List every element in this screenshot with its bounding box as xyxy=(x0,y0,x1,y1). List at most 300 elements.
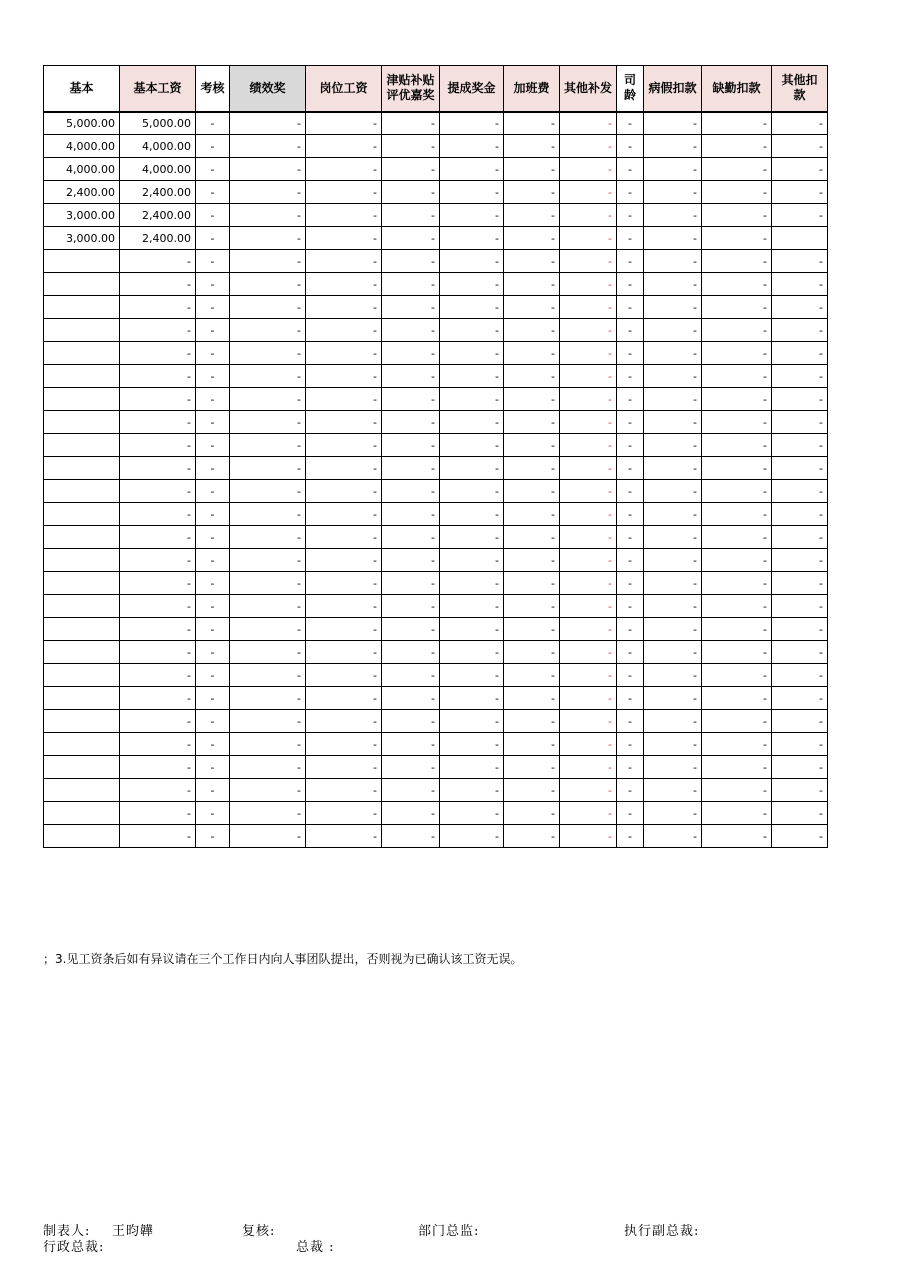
table-cell[interactable]: - xyxy=(702,434,772,457)
table-cell[interactable]: - xyxy=(772,296,828,319)
table-cell[interactable]: - xyxy=(196,204,230,227)
table-cell[interactable]: - xyxy=(382,733,440,756)
table-cell[interactable]: - xyxy=(196,411,230,434)
table-cell[interactable]: - xyxy=(306,802,382,825)
table-cell[interactable]: - xyxy=(772,595,828,618)
table-cell[interactable]: - xyxy=(306,503,382,526)
table-cell[interactable]: - xyxy=(306,526,382,549)
table-cell[interactable]: - xyxy=(440,595,504,618)
table-cell[interactable]: - xyxy=(702,135,772,158)
table-cell[interactable]: - xyxy=(504,296,560,319)
table-cell[interactable]: - xyxy=(702,457,772,480)
table-cell[interactable]: - xyxy=(440,664,504,687)
table-cell[interactable] xyxy=(44,572,120,595)
table-cell[interactable]: - xyxy=(382,595,440,618)
table-cell[interactable]: - xyxy=(617,365,644,388)
table-cell[interactable]: - xyxy=(504,641,560,664)
table-cell[interactable]: - xyxy=(196,296,230,319)
table-cell[interactable]: - xyxy=(702,112,772,135)
table-cell[interactable]: - xyxy=(120,503,196,526)
table-cell[interactable]: - xyxy=(504,779,560,802)
table-cell[interactable]: - xyxy=(382,135,440,158)
table-cell[interactable]: - xyxy=(617,526,644,549)
table-cell[interactable]: - xyxy=(230,641,306,664)
table-cell[interactable]: - xyxy=(382,296,440,319)
table-cell[interactable]: - xyxy=(196,227,230,250)
table-cell[interactable]: - xyxy=(617,112,644,135)
table-cell[interactable]: - xyxy=(120,434,196,457)
table-cell[interactable]: - xyxy=(120,618,196,641)
table-cell[interactable]: - xyxy=(440,710,504,733)
table-cell[interactable]: - xyxy=(504,273,560,296)
table-cell[interactable]: - xyxy=(702,710,772,733)
table-cell[interactable]: - xyxy=(440,296,504,319)
table-cell[interactable] xyxy=(44,457,120,480)
table-cell[interactable]: - xyxy=(440,411,504,434)
table-cell[interactable]: - xyxy=(120,319,196,342)
table-cell[interactable]: - xyxy=(617,572,644,595)
table-cell[interactable]: - xyxy=(306,825,382,848)
table-cell[interactable]: - xyxy=(772,641,828,664)
table-cell[interactable]: - xyxy=(230,411,306,434)
table-cell[interactable]: - xyxy=(617,618,644,641)
table-cell[interactable]: - xyxy=(196,388,230,411)
table-cell[interactable] xyxy=(44,411,120,434)
table-cell[interactable]: - xyxy=(617,687,644,710)
table-cell[interactable]: - xyxy=(504,733,560,756)
table-cell[interactable]: - xyxy=(617,779,644,802)
table-cell[interactable]: - xyxy=(560,296,617,319)
table-cell[interactable]: - xyxy=(617,181,644,204)
table-cell[interactable]: - xyxy=(382,204,440,227)
table-cell[interactable]: - xyxy=(702,687,772,710)
table-cell[interactable]: - xyxy=(504,710,560,733)
table-cell[interactable]: - xyxy=(230,825,306,848)
table-cell[interactable]: - xyxy=(440,158,504,181)
table-cell[interactable]: - xyxy=(196,181,230,204)
table-cell[interactable]: - xyxy=(702,480,772,503)
table-cell[interactable]: - xyxy=(702,503,772,526)
table-cell[interactable]: - xyxy=(382,411,440,434)
table-cell[interactable]: - xyxy=(702,250,772,273)
table-cell[interactable]: - xyxy=(230,503,306,526)
table-cell[interactable]: - xyxy=(644,802,702,825)
table-cell[interactable]: - xyxy=(560,388,617,411)
table-cell[interactable]: - xyxy=(306,342,382,365)
table-cell[interactable]: - xyxy=(560,135,617,158)
table-cell[interactable] xyxy=(44,526,120,549)
table-cell[interactable]: - xyxy=(617,480,644,503)
table-cell[interactable]: - xyxy=(382,526,440,549)
table-cell[interactable]: - xyxy=(230,204,306,227)
table-cell[interactable]: - xyxy=(504,756,560,779)
table-cell[interactable]: - xyxy=(196,641,230,664)
table-cell[interactable]: - xyxy=(196,595,230,618)
table-cell[interactable] xyxy=(44,825,120,848)
table-cell[interactable]: - xyxy=(306,158,382,181)
table-cell[interactable]: - xyxy=(306,572,382,595)
table-cell[interactable] xyxy=(44,641,120,664)
table-cell[interactable]: 5,000.00 xyxy=(44,112,120,135)
table-cell[interactable]: - xyxy=(504,227,560,250)
table-cell[interactable]: - xyxy=(120,457,196,480)
table-cell[interactable]: - xyxy=(504,434,560,457)
table-cell[interactable]: - xyxy=(196,365,230,388)
table-cell[interactable]: - xyxy=(617,319,644,342)
table-cell[interactable]: - xyxy=(306,641,382,664)
table-cell[interactable]: - xyxy=(644,158,702,181)
table-cell[interactable]: - xyxy=(617,434,644,457)
table-cell[interactable]: - xyxy=(772,618,828,641)
table-cell[interactable]: - xyxy=(382,549,440,572)
table-cell[interactable]: - xyxy=(440,503,504,526)
table-cell[interactable]: - xyxy=(230,595,306,618)
table-cell[interactable]: - xyxy=(196,710,230,733)
table-cell[interactable]: - xyxy=(617,641,644,664)
table-cell[interactable]: - xyxy=(702,618,772,641)
table-cell[interactable]: - xyxy=(440,204,504,227)
table-cell[interactable]: - xyxy=(617,135,644,158)
table-cell[interactable]: - xyxy=(306,480,382,503)
table-cell[interactable]: - xyxy=(440,641,504,664)
table-cell[interactable]: - xyxy=(120,687,196,710)
table-cell[interactable]: - xyxy=(230,756,306,779)
table-cell[interactable]: - xyxy=(560,204,617,227)
table-cell[interactable]: - xyxy=(617,158,644,181)
table-cell[interactable]: - xyxy=(772,710,828,733)
table-cell[interactable]: - xyxy=(196,112,230,135)
table-cell[interactable]: - xyxy=(120,526,196,549)
table-cell[interactable]: - xyxy=(440,733,504,756)
table-cell[interactable]: - xyxy=(306,250,382,273)
table-cell[interactable]: - xyxy=(306,296,382,319)
table-cell[interactable]: - xyxy=(504,158,560,181)
table-cell[interactable]: - xyxy=(644,365,702,388)
table-cell[interactable]: - xyxy=(230,273,306,296)
table-cell[interactable]: - xyxy=(560,434,617,457)
table-cell[interactable]: - xyxy=(560,112,617,135)
table-cell[interactable]: - xyxy=(230,687,306,710)
table-cell[interactable]: - xyxy=(382,181,440,204)
table-cell[interactable]: - xyxy=(617,549,644,572)
table-cell[interactable]: - xyxy=(382,572,440,595)
table-cell[interactable]: - xyxy=(196,802,230,825)
table-cell[interactable]: - xyxy=(306,549,382,572)
table-cell[interactable]: - xyxy=(560,710,617,733)
table-cell[interactable]: - xyxy=(617,204,644,227)
table-cell[interactable]: - xyxy=(560,572,617,595)
table-cell[interactable]: - xyxy=(306,457,382,480)
table-cell[interactable]: - xyxy=(120,641,196,664)
table-cell[interactable]: - xyxy=(230,526,306,549)
table-cell[interactable]: - xyxy=(306,779,382,802)
table-cell[interactable]: - xyxy=(120,411,196,434)
table-cell[interactable]: - xyxy=(196,319,230,342)
table-cell[interactable]: - xyxy=(504,687,560,710)
table-cell[interactable]: - xyxy=(772,319,828,342)
table-cell[interactable] xyxy=(44,549,120,572)
table-cell[interactable] xyxy=(44,710,120,733)
table-cell[interactable]: - xyxy=(560,526,617,549)
table-cell[interactable]: - xyxy=(617,664,644,687)
table-cell[interactable]: - xyxy=(772,779,828,802)
table-cell[interactable]: - xyxy=(440,388,504,411)
table-cell[interactable]: - xyxy=(306,618,382,641)
table-cell[interactable]: - xyxy=(230,181,306,204)
table-cell[interactable] xyxy=(44,319,120,342)
table-cell[interactable]: - xyxy=(504,112,560,135)
table-cell[interactable]: - xyxy=(644,549,702,572)
table-cell[interactable]: - xyxy=(306,204,382,227)
table-cell[interactable]: - xyxy=(644,733,702,756)
table-cell[interactable]: - xyxy=(772,342,828,365)
table-cell[interactable]: - xyxy=(560,503,617,526)
table-cell[interactable]: - xyxy=(440,526,504,549)
table-cell[interactable]: - xyxy=(196,825,230,848)
table-cell[interactable]: - xyxy=(644,618,702,641)
table-cell[interactable]: - xyxy=(702,572,772,595)
table-cell[interactable]: - xyxy=(504,526,560,549)
table-cell[interactable]: - xyxy=(702,181,772,204)
table-cell[interactable]: - xyxy=(382,503,440,526)
table-cell[interactable]: - xyxy=(560,641,617,664)
table-cell[interactable]: - xyxy=(702,319,772,342)
table-cell[interactable]: - xyxy=(617,733,644,756)
table-cell[interactable]: 2,400.00 xyxy=(120,227,196,250)
table-cell[interactable] xyxy=(44,273,120,296)
table-cell[interactable]: - xyxy=(617,296,644,319)
table-cell[interactable]: - xyxy=(440,480,504,503)
table-cell[interactable]: - xyxy=(196,618,230,641)
table-cell[interactable]: - xyxy=(772,572,828,595)
table-cell[interactable]: - xyxy=(440,135,504,158)
table-cell[interactable]: - xyxy=(772,112,828,135)
table-cell[interactable] xyxy=(44,595,120,618)
table-cell[interactable]: - xyxy=(772,434,828,457)
table-cell[interactable]: - xyxy=(702,802,772,825)
table-cell[interactable]: - xyxy=(560,825,617,848)
table-cell[interactable]: - xyxy=(382,664,440,687)
table-cell[interactable]: - xyxy=(644,756,702,779)
table-cell[interactable]: - xyxy=(440,250,504,273)
table-cell[interactable]: - xyxy=(306,365,382,388)
table-cell[interactable]: - xyxy=(702,756,772,779)
table-cell[interactable]: - xyxy=(120,388,196,411)
table-cell[interactable]: - xyxy=(702,273,772,296)
table-cell[interactable]: - xyxy=(644,503,702,526)
table-cell[interactable]: 5,000.00 xyxy=(120,112,196,135)
table-cell[interactable]: - xyxy=(702,641,772,664)
table-cell[interactable]: - xyxy=(440,227,504,250)
table-cell[interactable]: - xyxy=(617,710,644,733)
table-cell[interactable]: - xyxy=(382,641,440,664)
table-cell[interactable]: - xyxy=(560,411,617,434)
table-cell[interactable]: - xyxy=(702,526,772,549)
table-cell[interactable]: - xyxy=(560,273,617,296)
table-cell[interactable]: - xyxy=(702,733,772,756)
table-cell[interactable]: - xyxy=(306,411,382,434)
table-cell[interactable]: - xyxy=(230,480,306,503)
table-cell[interactable]: - xyxy=(382,618,440,641)
table-cell[interactable]: - xyxy=(504,618,560,641)
table-cell[interactable]: - xyxy=(230,457,306,480)
table-cell[interactable]: - xyxy=(772,480,828,503)
table-cell[interactable] xyxy=(44,687,120,710)
table-cell[interactable]: - xyxy=(772,158,828,181)
table-cell[interactable]: - xyxy=(772,388,828,411)
table-cell[interactable]: - xyxy=(382,802,440,825)
table-cell[interactable] xyxy=(772,227,828,250)
table-cell[interactable]: - xyxy=(644,572,702,595)
table-cell[interactable]: - xyxy=(772,181,828,204)
table-cell[interactable]: - xyxy=(560,480,617,503)
table-cell[interactable]: - xyxy=(196,342,230,365)
table-cell[interactable]: - xyxy=(230,296,306,319)
table-cell[interactable]: - xyxy=(230,434,306,457)
table-cell[interactable]: - xyxy=(120,710,196,733)
table-cell[interactable] xyxy=(44,480,120,503)
table-cell[interactable]: - xyxy=(772,664,828,687)
table-cell[interactable]: - xyxy=(617,411,644,434)
table-cell[interactable]: - xyxy=(504,181,560,204)
table-cell[interactable]: - xyxy=(306,227,382,250)
table-cell[interactable]: - xyxy=(702,779,772,802)
table-cell[interactable]: - xyxy=(440,572,504,595)
table-cell[interactable]: - xyxy=(440,549,504,572)
table-cell[interactable]: - xyxy=(772,273,828,296)
table-cell[interactable]: - xyxy=(504,503,560,526)
table-cell[interactable]: 3,000.00 xyxy=(44,227,120,250)
table-cell[interactable]: - xyxy=(504,549,560,572)
table-cell[interactable]: - xyxy=(382,388,440,411)
table-cell[interactable] xyxy=(44,756,120,779)
table-cell[interactable]: - xyxy=(382,779,440,802)
table-cell[interactable]: - xyxy=(306,135,382,158)
table-cell[interactable]: - xyxy=(440,825,504,848)
table-cell[interactable]: - xyxy=(772,135,828,158)
table-cell[interactable]: - xyxy=(560,595,617,618)
table-cell[interactable]: - xyxy=(440,273,504,296)
table-cell[interactable]: - xyxy=(617,825,644,848)
table-cell[interactable]: - xyxy=(306,756,382,779)
table-cell[interactable]: - xyxy=(230,664,306,687)
table-cell[interactable]: - xyxy=(382,710,440,733)
table-cell[interactable]: - xyxy=(772,250,828,273)
table-cell[interactable]: - xyxy=(772,687,828,710)
table-cell[interactable]: - xyxy=(560,319,617,342)
table-cell[interactable]: - xyxy=(196,733,230,756)
table-cell[interactable]: - xyxy=(196,434,230,457)
table-cell[interactable] xyxy=(44,733,120,756)
table-cell[interactable]: - xyxy=(617,273,644,296)
table-cell[interactable]: - xyxy=(306,112,382,135)
table-cell[interactable]: - xyxy=(560,687,617,710)
table-cell[interactable]: - xyxy=(772,457,828,480)
table-cell[interactable]: - xyxy=(306,710,382,733)
table-cell[interactable]: - xyxy=(196,273,230,296)
table-cell[interactable]: - xyxy=(560,802,617,825)
table-cell[interactable]: - xyxy=(120,549,196,572)
table-cell[interactable]: - xyxy=(560,365,617,388)
table-cell[interactable]: - xyxy=(306,595,382,618)
table-cell[interactable]: - xyxy=(120,572,196,595)
table-cell[interactable]: - xyxy=(230,549,306,572)
table-cell[interactable]: - xyxy=(382,342,440,365)
table-cell[interactable]: - xyxy=(504,572,560,595)
table-cell[interactable]: - xyxy=(120,595,196,618)
table-cell[interactable]: - xyxy=(702,388,772,411)
table-cell[interactable]: 4,000.00 xyxy=(120,158,196,181)
table-cell[interactable]: - xyxy=(560,227,617,250)
table-cell[interactable]: 2,400.00 xyxy=(120,181,196,204)
table-cell[interactable]: - xyxy=(196,457,230,480)
table-cell[interactable]: - xyxy=(382,756,440,779)
table-cell[interactable]: - xyxy=(382,227,440,250)
table-cell[interactable]: - xyxy=(440,365,504,388)
table-cell[interactable]: - xyxy=(120,756,196,779)
table-cell[interactable]: - xyxy=(702,342,772,365)
table-cell[interactable]: - xyxy=(560,250,617,273)
table-cell[interactable]: - xyxy=(702,664,772,687)
table-cell[interactable]: - xyxy=(644,457,702,480)
table-cell[interactable]: - xyxy=(196,250,230,273)
table-cell[interactable]: - xyxy=(644,687,702,710)
table-cell[interactable]: - xyxy=(306,319,382,342)
table-cell[interactable]: - xyxy=(230,112,306,135)
table-cell[interactable]: - xyxy=(702,595,772,618)
table-cell[interactable]: - xyxy=(560,457,617,480)
table-cell[interactable]: - xyxy=(306,434,382,457)
table-cell[interactable]: - xyxy=(644,825,702,848)
table-cell[interactable]: - xyxy=(230,733,306,756)
table-cell[interactable]: - xyxy=(702,549,772,572)
table-cell[interactable]: - xyxy=(120,825,196,848)
table-cell[interactable]: - xyxy=(644,526,702,549)
table-cell[interactable]: - xyxy=(440,802,504,825)
table-cell[interactable]: - xyxy=(504,319,560,342)
table-cell[interactable]: - xyxy=(120,296,196,319)
table-cell[interactable]: - xyxy=(702,411,772,434)
table-cell[interactable]: - xyxy=(196,756,230,779)
table-cell[interactable]: - xyxy=(644,434,702,457)
table-cell[interactable]: - xyxy=(196,503,230,526)
table-cell[interactable]: - xyxy=(504,365,560,388)
table-cell[interactable]: - xyxy=(644,641,702,664)
table-cell[interactable]: - xyxy=(644,710,702,733)
table-cell[interactable]: - xyxy=(772,549,828,572)
table-cell[interactable]: - xyxy=(230,802,306,825)
table-cell[interactable]: - xyxy=(120,342,196,365)
table-cell[interactable]: - xyxy=(617,457,644,480)
table-cell[interactable]: - xyxy=(617,388,644,411)
table-cell[interactable]: - xyxy=(504,457,560,480)
table-cell[interactable]: - xyxy=(644,595,702,618)
table-cell[interactable]: - xyxy=(230,250,306,273)
table-cell[interactable]: - xyxy=(382,112,440,135)
table-cell[interactable]: - xyxy=(617,342,644,365)
table-cell[interactable]: - xyxy=(230,710,306,733)
table-cell[interactable]: - xyxy=(440,779,504,802)
table-cell[interactable] xyxy=(44,388,120,411)
table-cell[interactable]: - xyxy=(382,434,440,457)
table-cell[interactable]: - xyxy=(120,250,196,273)
table-cell[interactable]: - xyxy=(560,181,617,204)
table-cell[interactable]: - xyxy=(560,733,617,756)
table-cell[interactable]: - xyxy=(617,595,644,618)
table-cell[interactable]: - xyxy=(230,319,306,342)
table-cell[interactable]: - xyxy=(440,457,504,480)
table-cell[interactable]: - xyxy=(504,342,560,365)
